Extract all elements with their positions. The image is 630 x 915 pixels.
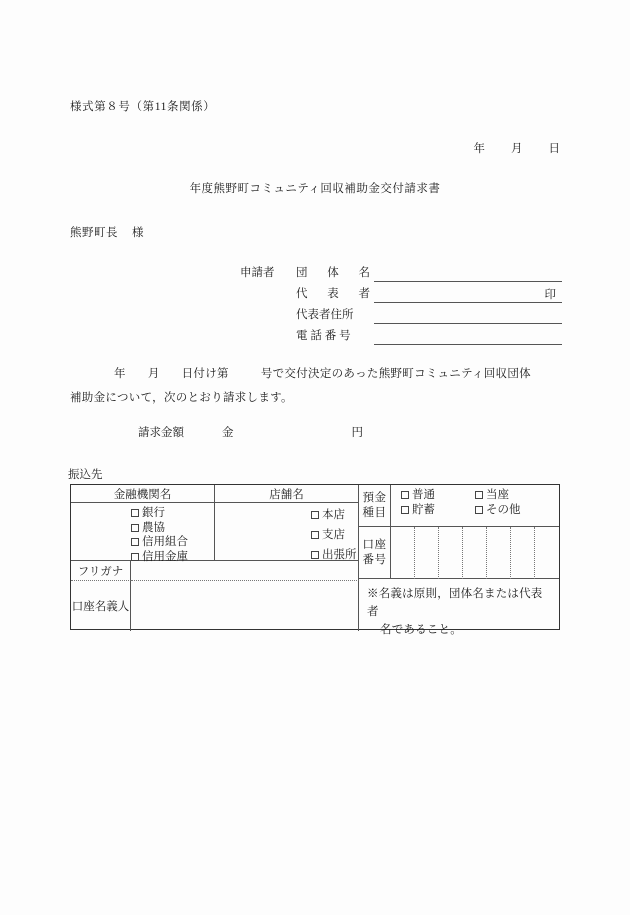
deposit-type-label-line2: 種目 <box>362 506 387 519</box>
body-month-label: 月 <box>147 368 160 380</box>
organization-name-label: 団 体 名 <box>296 267 370 279</box>
body-paragraph <box>70 362 562 410</box>
representative-address-field[interactable] <box>374 306 562 324</box>
checkbox-icon <box>131 553 139 561</box>
checkbox-deposit-other[interactable] <box>475 504 521 516</box>
checkbox-label: 普通 <box>412 489 435 501</box>
account-digit-cell[interactable] <box>439 527 463 579</box>
checkbox-deposit-chochiku[interactable] <box>401 503 475 518</box>
header-branch-name: 店舗名 <box>215 485 359 503</box>
representative-address-label: 代表者住所 <box>296 309 354 321</box>
account-digit-cell[interactable] <box>535 527 559 579</box>
checkbox-label: 信用組合 <box>142 536 188 548</box>
representative-label: 代 表 者 <box>296 288 370 300</box>
representative-field[interactable] <box>374 285 562 303</box>
account-number-label-line2: 番号 <box>362 553 387 566</box>
transfer-section-label: 振込先 <box>68 469 103 481</box>
account-digit-cell[interactable] <box>415 527 439 579</box>
applicant-row-phone <box>240 324 562 345</box>
date-year-label: 年 <box>473 143 485 155</box>
checkbox-icon <box>401 491 409 499</box>
checkbox-icon <box>311 531 319 539</box>
currency-suffix: 円 <box>351 427 363 439</box>
document-title: 年度熊野町コミュニティ回収補助金交付請求書 <box>189 183 441 195</box>
account-digit-cell[interactable] <box>391 527 415 579</box>
addressee <box>70 224 144 240</box>
body-year-label: 年 <box>114 368 126 380</box>
checkbox-institution-nokyo[interactable] <box>131 521 188 536</box>
checkbox-institution-credit-union[interactable] <box>131 535 188 550</box>
checkbox-branch-head-office[interactable] <box>311 505 357 525</box>
note-line-1: ※名義は原則，団体名または代表者 <box>367 588 543 618</box>
furigana-field[interactable] <box>131 561 359 581</box>
deposit-type-options <box>391 485 559 527</box>
institution-options <box>123 503 188 564</box>
checkbox-label: 出張所 <box>322 549 357 561</box>
checkbox-icon <box>475 491 483 499</box>
account-holder-label: 口座名義人 <box>71 581 131 631</box>
checkbox-institution-bank[interactable] <box>131 506 188 521</box>
account-number-field[interactable] <box>391 527 559 579</box>
header-institution-name: 金融機関名 <box>71 485 215 503</box>
applicant-prefix-spacer-3 <box>240 343 296 345</box>
phone-number-label: 電 話 番 号 <box>296 330 351 342</box>
deposit-type-label-line1: 預金 <box>362 491 387 504</box>
checkbox-icon <box>401 506 409 514</box>
organization-name-field[interactable] <box>374 264 562 282</box>
checkbox-label: 信用金庫 <box>142 550 188 563</box>
account-digit-cell[interactable] <box>463 527 487 579</box>
checkbox-label: 銀行 <box>142 507 165 519</box>
addressee-name: 熊野町長 <box>70 227 118 239</box>
institution-options-cell <box>71 503 215 561</box>
phone-number-field[interactable] <box>374 327 562 345</box>
checkbox-label: 当座 <box>486 489 509 501</box>
checkbox-branch-branch[interactable] <box>311 525 357 545</box>
date-day-label: 日 <box>548 143 560 155</box>
checkbox-label: 農協 <box>142 521 165 534</box>
account-digit-cell[interactable] <box>487 527 511 579</box>
checkbox-label: その他 <box>486 504 521 516</box>
checkbox-deposit-toza[interactable] <box>475 489 509 501</box>
note-line-2: 名であること。 <box>380 624 462 636</box>
account-digit-cell[interactable] <box>511 527 535 579</box>
account-number-label <box>359 527 391 579</box>
header-deposit-type <box>359 485 391 527</box>
applicant-row-representative <box>240 282 562 303</box>
currency-prefix: 金 <box>222 427 234 439</box>
date-line <box>0 140 560 156</box>
applicant-block <box>240 261 562 345</box>
checkbox-icon <box>475 506 483 514</box>
seal-mark: 印 <box>544 288 556 301</box>
applicant-row-organization <box>240 261 562 282</box>
checkbox-icon <box>131 524 139 532</box>
branch-options-cell <box>215 503 359 561</box>
checkbox-icon <box>311 511 319 519</box>
account-number-label-line1: 口座 <box>362 538 387 551</box>
account-holder-field[interactable] <box>131 581 359 631</box>
checkbox-icon <box>131 509 139 517</box>
checkbox-label: 貯蓄 <box>412 504 435 516</box>
checkbox-label: 本店 <box>322 509 345 521</box>
applicant-prefix: 申請者 <box>240 267 275 279</box>
applicant-prefix-spacer-2 <box>240 322 296 324</box>
account-number-cells <box>391 527 559 579</box>
applicant-row-address <box>240 303 562 324</box>
furigana-label: フリガナ <box>71 561 131 581</box>
form-number: 様式第８号（第11条関係） <box>70 101 216 113</box>
account-holder-note <box>359 579 559 636</box>
body-line-2: 補助金について，次のとおり請求します。 <box>70 392 293 404</box>
date-month-label: 月 <box>511 143 523 155</box>
checkbox-label: 支店 <box>322 529 345 541</box>
checkbox-deposit-futsu[interactable] <box>401 488 475 503</box>
branch-options <box>303 503 357 565</box>
addressee-honorific: 様 <box>132 227 144 239</box>
claim-amount-label: 請求金額 <box>138 427 184 439</box>
claim-amount-line <box>138 424 363 440</box>
body-day-prefix: 日付け第 <box>181 368 229 380</box>
body-number-suffix: 号で交付決定のあった熊野町コミュニティ回収団体 <box>260 368 531 380</box>
checkbox-icon <box>311 551 319 559</box>
applicant-prefix-spacer <box>240 301 296 303</box>
bank-transfer-table <box>70 484 560 636</box>
checkbox-icon <box>131 538 139 546</box>
